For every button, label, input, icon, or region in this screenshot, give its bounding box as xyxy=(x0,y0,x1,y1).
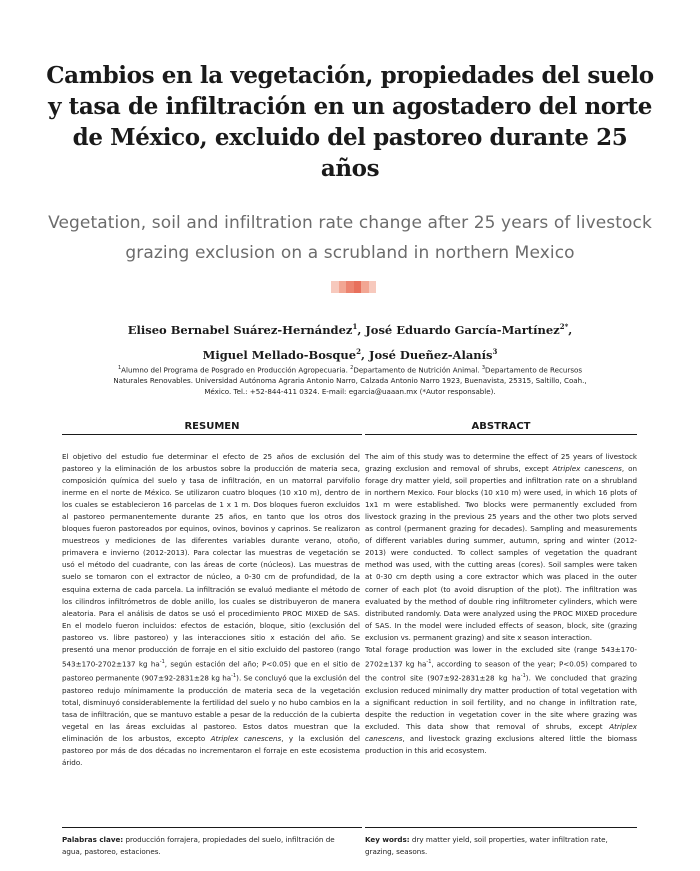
author-affil-mark: 1 xyxy=(352,322,358,331)
strip-segment xyxy=(369,281,377,293)
author-affil-mark: 3 xyxy=(492,346,498,356)
affiliation-line: Departamento de Nutrición Animal. xyxy=(353,365,480,375)
species-name: Atriplex canescens xyxy=(365,721,637,743)
keywords-label: Palabras clave: xyxy=(62,835,124,844)
english-title: Vegetation, soil and infiltration rate change after 25 years of livestock grazing exclusion on a scrubland in northern Mexico xyxy=(48,213,652,263)
affil-mark: 3 xyxy=(481,365,486,371)
keywords-en xyxy=(365,834,637,858)
resumen-heading: RESUMEN xyxy=(184,421,240,432)
affiliation-line: Departamento de Recursos Naturales Renovables. Universidad Autónoma Agraria Antonio Narro, Calzada Antonio Narro 1923, Buenavista, 25315, Saltillo, Coah., México. Tel.: +52-844-411 0324. E-mail: egarcia@uaaan.mx (*Autor responsable). xyxy=(113,365,587,397)
superscript: -1 xyxy=(231,673,237,680)
abstract-heading: ABSTRACT xyxy=(471,421,531,432)
text-run: , according to season of the year; P<0.05) compared to the control site (907±92-2831±28 kg ha xyxy=(365,659,637,683)
author-list: Eliseo Bernabel Suárez-Hernández$^1$, José Eduardo García-Martínez$^{2*}$, Miguel Mellado-Bosque$^2$, José Dueñez-Alanís$^3$ xyxy=(127,322,573,362)
species-name: Atriplex canescens xyxy=(552,464,622,474)
author-affil-mark: 2* xyxy=(559,322,569,331)
keywords-text: producción forrajera, propiedades del suelo, infiltración de agua, pastoreo, estaciones. xyxy=(62,835,335,856)
text-run: , on forage dry matter yield, soil properties and infiltration rate on a shrubland in northern Mexico. Four blocks (10 x10 m) were used, in which 16 plots of 1x1 m were established. Two blocks were permanently excluded from livestock grazing in the previous 25 years and the other two plots served as control (permanent grazing for decades). Sampling and measurements of different variables during summer, autumn, spring and winter (2012-2013) were conducted. To collect samples of vegetation the quadrant method was used, with the cutting areas (cores). Soil samples were taken at 0-30 cm depth using a core extractor which was placed in the outer corner of each plot (to avoid disruption of the plot). The infiltration was evaluated by the method of double ring infiltrometer cylinders, which were distributed randomly. Data were analyzed using the PROC MIXED procedure of SAS. In the model were included effects of season, block, site (grazing exclusion vs. permanent grazing) and site x season interaction. xyxy=(365,464,637,642)
text-run: Total forage production was lower in the excluded site (range 543±170-2702±137 kg ha xyxy=(365,644,637,669)
affiliation-line: Alumno del Programa de Posgrado en Producción Agropecuaria. xyxy=(121,365,348,375)
strip-segment xyxy=(354,281,362,293)
keywords-divider-es xyxy=(62,827,362,828)
strip-segment xyxy=(346,281,354,293)
text-run: ). Se concluyó que la exclusión del pastoreo redujo mínimamente la producción de materia seca de la vegetación total, disminuyó considerablemente la fertilidad del suelo y no hubo cambios en la tasa de infiltración, que se mantuvo estable a pesar de la reducción de la cubierta vegetal en las áreas excluidas al pastoreo. Estos datos muestran que la eliminación de los arbustos, excepto xyxy=(62,673,360,743)
superscript: -1 xyxy=(520,673,526,680)
author-name: José Eduardo García-Martínez xyxy=(365,322,560,337)
text-run: ). We concluded that grazing exclusion reduced minimally dry matter production of total vegetation with a significant reduction in soil fertility, and no change in infiltration rate, despite the reduction in vegetation cover in the site where grazing was excluded. This data show that removal of shrubs, except xyxy=(365,673,637,731)
keywords-es xyxy=(62,834,354,858)
abstract-paragraph xyxy=(365,451,637,644)
strip-segment xyxy=(339,281,347,293)
resumen-body xyxy=(62,451,360,769)
text-run: , y la exclusión del pastoreo por más de dos décadas no incrementaron el forraje en este ecosistema árido. xyxy=(62,733,360,767)
spanish-title: Cambios en la vegetación, propiedades del suelo y tasa de infiltración en un agostadero del norte de México, excluido del pastoreo durante 25 años xyxy=(46,62,654,182)
author-name: Miguel Mellado-Bosque xyxy=(202,347,357,362)
affil-mark: 1 xyxy=(117,365,122,371)
abstract-paragraph xyxy=(365,644,637,757)
text-run: , según estación del año; P<0.05) que en el sitio de pastoreo permanente (907±92-2831±28 kg ha xyxy=(62,659,360,683)
keywords-divider-en xyxy=(365,827,637,828)
affiliations xyxy=(100,363,600,397)
superscript: -1 xyxy=(426,658,432,665)
text-run: , and livestock grazing exclusions altered little the biomass production in this arid ecosystem. xyxy=(365,733,637,755)
keywords-text: dry matter yield, soil properties, water infiltration rate, grazing, seasons. xyxy=(365,835,608,856)
species-name: Atriplex canescens xyxy=(210,733,282,743)
author-name: Eliseo Bernabel Suárez-Hernández xyxy=(127,322,353,337)
abstract-divider xyxy=(365,434,637,435)
decorative-color-strip xyxy=(331,281,376,293)
strip-segment xyxy=(361,281,369,293)
resumen-divider xyxy=(62,434,362,435)
keywords-label: Key words: xyxy=(365,835,410,844)
affil-mark: 2 xyxy=(350,365,354,371)
abstract-body xyxy=(365,451,637,757)
author-name: José Dueñez-Alanís xyxy=(369,347,493,362)
author-affil-mark: 2 xyxy=(356,346,361,356)
text-run: El objetivo del estudio fue determinar el efecto de 25 años de exclusión del pastoreo y la eliminación de los arbustos sobre la producción de materia seca, composición química del suelo y tasa de infiltración, en un matorral parvifolio inerme en el norte de México. Se utilizaron cuatro bloques (10 x10 m), dentro de los cuales se establecieron 16 parcelas de 1 x 1 m. Dos bloques fueron excluidos al pastoreo permanentemente durante 25 años, en tanto que los otros dos bloques fueron pastoreados por equinos, ovinos, bovinos y caprinos. Se realizaron muestreos y mediciones de las diferentes variables durante verano, otoño, primavera e invierno (2012-2013). Para colectar las muestras de vegetación se usó el método del cuadrante, con las áreas de corte (núcleos). Las muestras de suelo se tomaron con el extractor de núcleo, a 0-30 cm de profundidad, de la esquina externa de cada parcela. La infiltración se evaluó mediante el método de los cilindros infiltrómetros de doble anillo, los cuales se distribuyeron de manera aleatoria. Para el análisis de datos se usó el procedimiento PROC MIXED de SAS. En el modelo fueron incluidos: efectos de estación, bloque, sitio (exclusión del pastoreo vs. libre pastoreo) y las interacciones sitio x estación del año. Se presentó una menor producción de forraje en el sitio excluido del pastoreo (rango 543±170-2702±137 kg ha xyxy=(62,452,360,669)
superscript: -1 xyxy=(159,658,165,665)
resumen-paragraph xyxy=(62,451,360,769)
strip-segment xyxy=(331,281,339,293)
text-run: The aim of this study was to determine the effect of 25 years of livestock grazing exclusion and removal of shrubs, except xyxy=(365,452,637,474)
